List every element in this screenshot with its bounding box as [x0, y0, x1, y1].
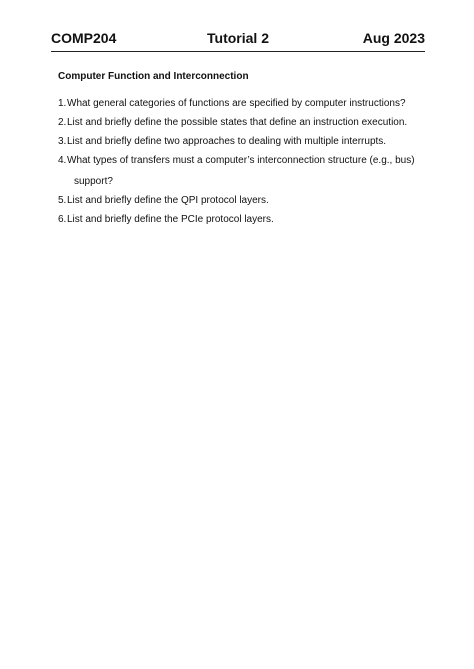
- question-text: List and briefly define the possible states that define an instruction execution.: [67, 117, 408, 128]
- question-item: [58, 132, 418, 151]
- header-divider: [51, 51, 425, 52]
- question-number: 1.: [58, 98, 67, 109]
- question-item: [58, 113, 418, 132]
- question-item: [58, 94, 418, 113]
- question-number: 4.: [58, 155, 67, 166]
- document-date: Aug 2023: [362, 30, 425, 46]
- question-item: [58, 210, 418, 229]
- question-list: [58, 94, 418, 229]
- question-text: What general categories of functions are specified by computer instructions?: [67, 98, 406, 109]
- question-number: 3.: [58, 136, 67, 147]
- question-text: List and briefly define the QPI protocol layers.: [67, 195, 269, 206]
- question-text: List and briefly define two approaches to dealing with multiple interrupts.: [67, 136, 387, 147]
- question-text-continuation: support?: [74, 176, 113, 187]
- question-item: [58, 151, 418, 191]
- question-item: [58, 191, 418, 210]
- question-text: List and briefly define the PCIe protocol layers.: [67, 214, 274, 225]
- question-number: 2.: [58, 117, 67, 128]
- question-number: 6.: [58, 214, 67, 225]
- question-text: What types of transfers must a computer’s interconnection structure (e.g., bus): [67, 155, 415, 166]
- page-header: [51, 30, 425, 50]
- course-code: COMP204: [51, 30, 117, 46]
- document-title: Tutorial 2: [207, 30, 269, 46]
- question-number: 5.: [58, 195, 67, 206]
- section-heading: Computer Function and Interconnection: [58, 71, 249, 82]
